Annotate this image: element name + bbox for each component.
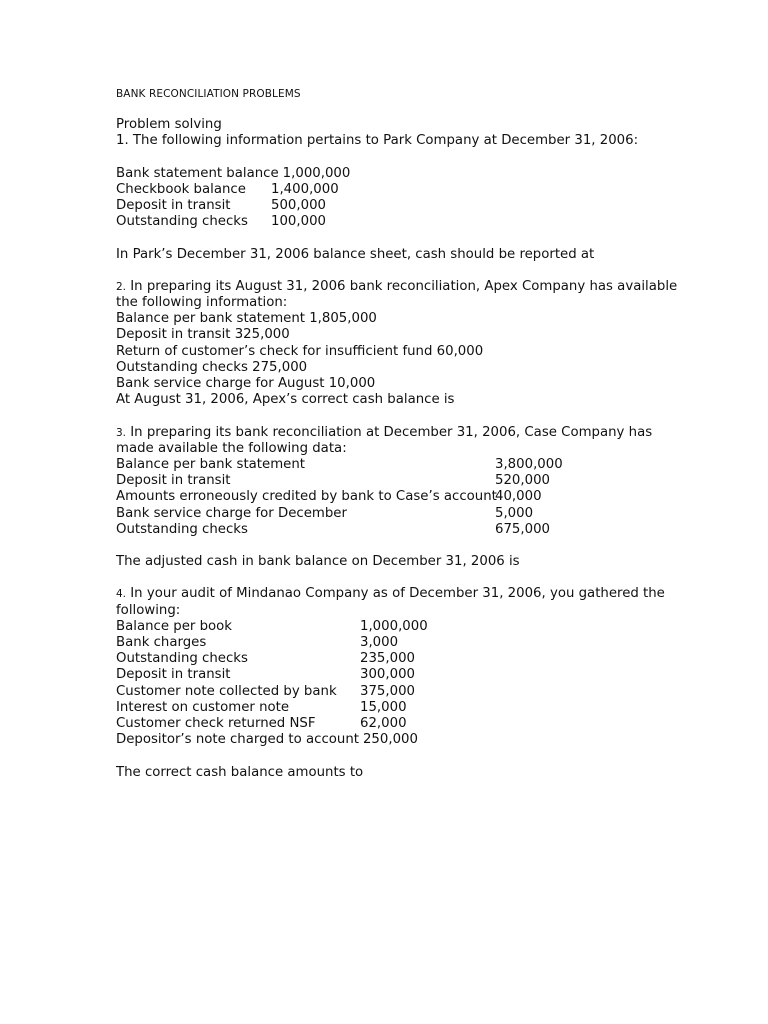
problem-2-item: Bank service charge for August 10,000 <box>116 376 376 391</box>
item-label: Deposit in transit <box>116 473 231 489</box>
problem-4-item <box>116 732 676 748</box>
item-value: 375,000 <box>360 683 415 699</box>
item-value: 3,800,000 <box>495 456 563 472</box>
item-value: 675,000 <box>495 521 550 537</box>
spacer <box>116 538 676 554</box>
item-value: 1,000,000 <box>360 618 428 634</box>
item-value: 1,400,000 <box>271 181 339 197</box>
problem-2-number: 2. <box>116 280 127 293</box>
problem-3-item <box>116 457 676 473</box>
item-value: 100,000 <box>271 214 326 230</box>
section-heading: Problem solving <box>116 117 222 132</box>
item-label: Deposit in transit <box>116 197 231 213</box>
problem-3 <box>116 425 676 571</box>
item-label: Amounts erroneously credited by bank to Case’s account <box>116 489 497 505</box>
item-label: Outstanding checks <box>116 521 248 537</box>
document-body <box>116 117 676 781</box>
problem-2-question: At August 31, 2006, Apex’s correct cash balance is <box>116 392 455 408</box>
problem-1-item <box>116 182 676 198</box>
problem-1-intro <box>116 133 676 149</box>
item-label: Depositor’s note charged to account <box>116 732 359 748</box>
item-value: 40,000 <box>495 489 542 505</box>
item-label: Balance per book <box>116 618 232 634</box>
item-label: Interest on customer note <box>116 699 290 715</box>
problem-4-item <box>116 651 676 667</box>
problem-1-item <box>116 198 676 214</box>
item-value: 1,000,000 <box>282 165 351 181</box>
item-label: Bank service charge for December <box>116 505 347 521</box>
item-value: 15,000 <box>360 699 407 715</box>
problem-4-item <box>116 635 676 651</box>
problem-3-item <box>116 489 676 505</box>
problem-4-question: The correct cash balance amounts to <box>116 764 364 780</box>
problem-3-question: The adjusted cash in bank balance on December 31, 2006 is <box>116 554 520 570</box>
problem-1-number: 1. <box>116 133 129 149</box>
problem-2-intro-cont: the following information: <box>116 295 288 311</box>
problem-1-question: In Park’s December 31, 2006 balance sheet, cash should be reported at <box>116 246 595 262</box>
item-value: 3,000 <box>360 635 399 650</box>
spacer <box>116 570 676 586</box>
item-label: Deposit in transit <box>116 667 231 683</box>
problem-3-item <box>116 506 676 522</box>
problem-2 <box>116 279 676 409</box>
problem-4-item <box>116 619 676 635</box>
spacer <box>116 408 676 424</box>
problem-3-item <box>116 522 676 538</box>
document-title: BANK RECONCILIATION PROBLEMS <box>116 88 301 100</box>
item-value: 235,000 <box>360 651 415 667</box>
problem-1-item <box>116 166 676 182</box>
problem-4-number: 4. <box>116 588 127 601</box>
problem-4-intro-cont: following: <box>116 602 181 618</box>
problem-4-item <box>116 716 676 732</box>
item-label: Customer check returned NSF <box>116 715 316 731</box>
item-value: 250,000 <box>362 732 418 748</box>
item-label: Bank charges <box>116 635 207 650</box>
problem-3-intro-cont: made available the following data: <box>116 440 347 456</box>
problem-2-item: Outstanding checks 275,000 <box>116 359 308 375</box>
problem-3-intro-text: In preparing its bank reconciliation at December 31, 2006, Case Company has <box>130 424 653 440</box>
item-value: 62,000 <box>360 715 407 731</box>
spacer <box>116 263 676 279</box>
item-value: 300,000 <box>360 667 415 683</box>
item-value: 5,000 <box>495 505 534 521</box>
problem-2-intro <box>116 279 676 295</box>
item-label: Customer note collected by bank <box>116 683 337 699</box>
problem-2-item: Balance per bank statement 1,805,000 <box>116 311 377 327</box>
problem-4-intro-text: In your audit of Mindanao Company as of December 31, 2006, you gathered the <box>130 586 665 602</box>
problem-4-intro <box>116 586 676 602</box>
problem-3-item <box>116 473 676 489</box>
problem-2-item: Deposit in transit 325,000 <box>116 327 290 343</box>
problem-4-item <box>116 684 676 700</box>
item-value: 520,000 <box>495 473 550 489</box>
item-label: Outstanding checks <box>116 651 248 667</box>
item-label: Balance per bank statement <box>116 456 305 472</box>
problem-2-intro-text: In preparing its August 31, 2006 bank reconciliation, Apex Company has available <box>130 278 678 294</box>
spacer <box>116 149 676 165</box>
item-label: Checkbook balance <box>116 181 246 197</box>
problem-1-intro-text: The following information pertains to Park Company at December 31, 2006: <box>132 133 639 149</box>
item-value: 500,000 <box>271 197 326 213</box>
item-label: Outstanding checks <box>116 214 248 230</box>
problem-4-item <box>116 667 676 683</box>
problem-1-item <box>116 214 676 230</box>
problem-4-item <box>116 700 676 716</box>
problem-1 <box>116 133 676 263</box>
spacer <box>116 748 676 764</box>
problem-3-number: 3. <box>116 426 127 439</box>
spacer <box>116 230 676 246</box>
item-label: Bank statement balance <box>116 165 279 181</box>
problem-3-intro <box>116 425 676 441</box>
problem-4 <box>116 586 676 780</box>
problem-2-item: Return of customer’s check for insufficient fund 60,000 <box>116 343 484 359</box>
